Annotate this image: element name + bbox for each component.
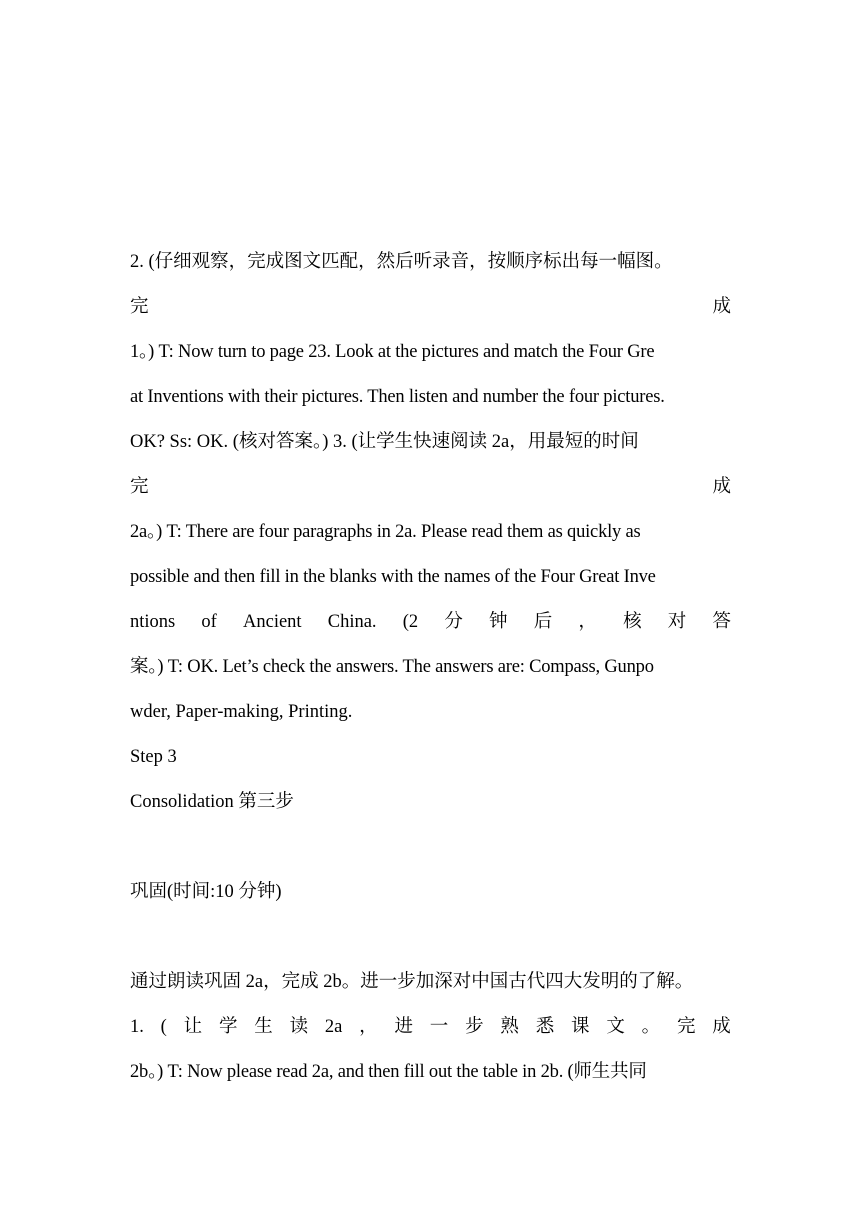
section-subheading: 巩固(时间:10 分钟) bbox=[130, 882, 282, 902]
text-word: 熟 bbox=[500, 1017, 519, 1037]
text-word: 钟 bbox=[489, 612, 508, 632]
text-word: 让 bbox=[183, 1017, 203, 1037]
text-line: possible and then fill in the blanks with the names of the Four Great Inve bbox=[130, 567, 656, 587]
text-word: Ancient bbox=[243, 612, 302, 632]
text-word: 一 bbox=[429, 1017, 449, 1037]
text-word: 分 bbox=[444, 612, 463, 632]
text-word: 生 bbox=[254, 1017, 273, 1037]
text-word: 文 bbox=[606, 1017, 625, 1037]
text-line: 案。) T: OK. Let’s check the answers. The answers are: Compass, Gunpo bbox=[130, 657, 654, 677]
justified-line bbox=[130, 475, 731, 499]
text-word: of bbox=[201, 612, 217, 632]
text-word: ， bbox=[578, 612, 597, 632]
section-heading: Consolidation 第三步 bbox=[130, 792, 294, 812]
text-word: 完 bbox=[130, 477, 149, 497]
text-word: 完 bbox=[676, 1017, 696, 1037]
text-word: China. bbox=[327, 612, 377, 632]
text-line: OK? Ss: OK. (核对答案。) 3. (让学生快速阅读 2a，用最短的时间 bbox=[130, 432, 639, 452]
text-line: 通过朗读巩固 2a，完成 2b。进一步加深对中国古代四大发明的了解。 bbox=[130, 972, 694, 992]
text-word: 1. bbox=[130, 1017, 144, 1037]
text-word: 成 bbox=[712, 297, 731, 317]
text-word: 完 bbox=[130, 297, 149, 317]
text-word: 进 bbox=[394, 1017, 413, 1037]
text-word: 对 bbox=[667, 612, 687, 632]
text-word: ( bbox=[160, 1017, 167, 1037]
text-word: ntions bbox=[130, 612, 176, 632]
step-heading: Step 3 bbox=[130, 747, 177, 767]
justified-line bbox=[130, 1015, 731, 1039]
text-line: 2b。) T: Now please read 2a, and then fill out the table in 2b. (师生共同 bbox=[130, 1062, 647, 1082]
text-word: 。 bbox=[641, 1017, 661, 1037]
text-word: 后 bbox=[533, 612, 553, 632]
text-word: 核 bbox=[623, 612, 642, 632]
justified-line bbox=[130, 610, 731, 634]
text-word: (2 bbox=[402, 612, 419, 632]
text-word: ， bbox=[359, 1017, 378, 1037]
text-word: 课 bbox=[571, 1017, 590, 1037]
text-line: 1。) T: Now turn to page 23. Look at the pictures and match the Four Gre bbox=[130, 342, 655, 362]
text-word: 读 bbox=[289, 1017, 309, 1037]
text-line: 2. (仔细观察，完成图文匹配，然后听录音，按顺序标出每一幅图。 bbox=[130, 252, 673, 272]
text-word: 步 bbox=[465, 1017, 484, 1037]
text-word: 悉 bbox=[535, 1017, 555, 1037]
text-word: 成 bbox=[712, 477, 731, 497]
justified-line bbox=[130, 295, 731, 319]
text-line: wder, Paper-making, Printing. bbox=[130, 702, 353, 722]
text-line: at Inventions with their pictures. Then listen and number the four pictures. bbox=[130, 387, 665, 407]
text-line: 2a。) T: There are four paragraphs in 2a. Please read them as quickly as bbox=[130, 522, 641, 542]
text-word: 成 bbox=[712, 1017, 731, 1037]
text-word: 答 bbox=[712, 612, 731, 632]
text-word: 2a bbox=[324, 1017, 343, 1037]
text-word: 学 bbox=[218, 1017, 238, 1037]
